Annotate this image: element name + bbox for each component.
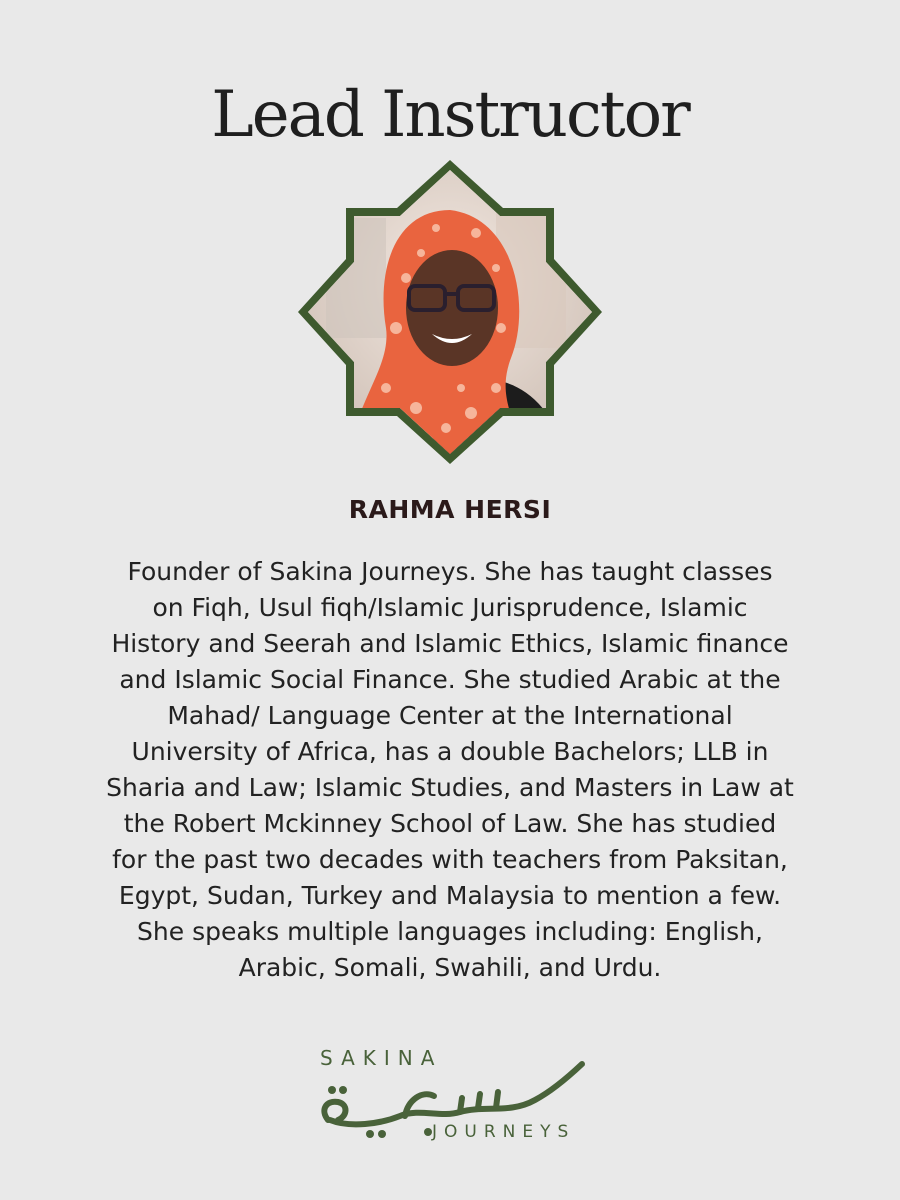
bio-line: Egypt, Sudan, Turkey and Malaysia to mention a few. xyxy=(118,881,782,910)
instructor-bio xyxy=(50,554,850,986)
bio-line: Sharia and Law; Islamic Studies, and Masters in Law at xyxy=(106,773,794,802)
logo-bottom-text: JOURNEYS xyxy=(432,1122,576,1142)
bio-line: Arabic, Somali, Swahili, and Urdu. xyxy=(238,953,662,982)
star-frame-icon xyxy=(296,158,604,466)
bio-line: for the past two decades with teachers from Paksitan, xyxy=(112,845,788,874)
portrait-photo xyxy=(296,158,604,466)
page-title: Lead Instructor xyxy=(211,78,689,152)
instructor-name: RAHMA HERSI xyxy=(348,495,552,524)
sakina-journeys-logo xyxy=(310,1040,600,1150)
logo-top-text: SAKINA xyxy=(320,1046,443,1070)
bio-line: She speaks multiple languages including: English, xyxy=(137,917,763,946)
bio-line: and Islamic Social Finance. She studied Arabic at the xyxy=(119,665,781,694)
bio-line: Founder of Sakina Journeys. She has taught classes xyxy=(127,557,773,586)
bio-line: University of Africa, has a double Bachelors; LLB in xyxy=(131,737,769,766)
bio-line: Mahad/ Language Center at the International xyxy=(167,701,733,730)
bio-line: History and Seerah and Islamic Ethics, Islamic finance xyxy=(111,629,789,658)
instructor-photo-frame xyxy=(296,158,604,466)
bio-line: the Robert Mckinney School of Law. She has studied xyxy=(123,809,777,838)
bio-line: on Fiqh, Usul fiqh/Islamic Jurisprudence, Islamic xyxy=(152,593,748,622)
